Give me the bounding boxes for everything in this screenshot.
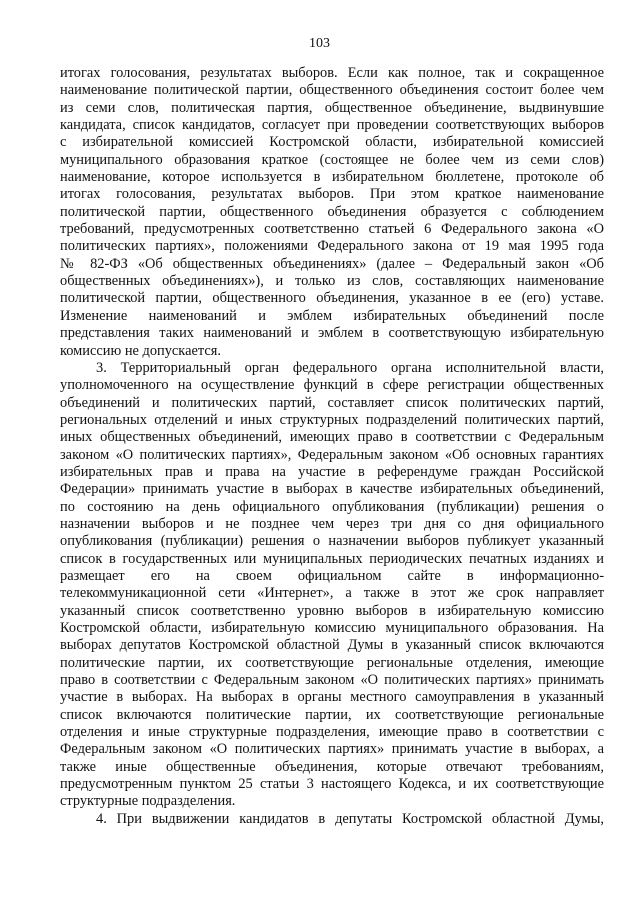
text-line: структурные подразделения. [60, 793, 236, 810]
text-line: размещает его на своем официальном сайте в информационно- [60, 567, 604, 584]
text-line: политические партии, их соответствующие региональные отделения, имеющие [60, 654, 604, 671]
text-line: муниципального образования краткое (состоящее не более чем из семи слов) [60, 151, 604, 168]
text-line: объединений и политических партий, составляет список политических партий, [60, 394, 604, 411]
text-line: участие в выборах. На выборах в органы местного самоуправления в указанный [60, 689, 604, 706]
text-line: уполномоченного на осуществление функций в сфере регистрации общественных [60, 377, 604, 394]
text-line: представления таких наименований и эмблем в соответствующую избирательную [60, 325, 604, 342]
text-line: с избирательной комиссией Костромской области, избирательной комиссией [60, 134, 604, 151]
text-line: Изменение наименований и эмблем избирательных объединений после [60, 307, 604, 324]
text-line: из семи слов, политическая партия, общественное объединение, выдвинувшие [60, 99, 604, 116]
text-line: иных общественных объединений, имеющих право в соответствии с Федеральным [60, 429, 604, 446]
text-line: региональных отделений и иных структурных подразделений политических партий, [60, 411, 604, 428]
text-line: указанный список соответственно уровню выборов в избирательную комиссию [60, 602, 604, 619]
text-line: 4. При выдвижении кандидатов в депутаты Костромской областной Думы, [96, 810, 604, 827]
text-line: итогах голосования, результатах выборов. Если как полное, так и сокращенное [60, 65, 604, 81]
text-line: наименование политической партии, общественного объединения состоит более чем [60, 82, 604, 99]
text-line: комиссию не допускается. [60, 342, 221, 359]
text-line: требований, предусмотренных соответственно статьей 6 Федерального закона «О [60, 221, 604, 238]
document-body [60, 65, 604, 828]
text-line: по состоянию на день официального опубликования (публикации) решения о [60, 498, 604, 515]
text-line: телекоммуникационной сети «Интернет», а также в этот же срок направляет [60, 585, 604, 602]
text-line: законом «О политических партиях», Федеральным законом «Об основных гарантиях [60, 446, 604, 463]
text-line: политической партии, общественного объединения образуется с соблюдением [60, 203, 604, 220]
text-line: право в соответствии с Федеральным законом «О политических партиях» принимать [60, 672, 604, 689]
page-number: 103 [309, 36, 330, 51]
text-line: список включаются политические партии, их соответствующие региональные [60, 706, 604, 723]
text-line: политических партиях», положениями Федерального закона от 19 мая 1995 года [60, 238, 604, 255]
text-line: итогах голосования, результатах выборов. При этом краткое наименование [60, 186, 604, 203]
text-line: также иные общественные объединения, которые отвечают требованиям, [60, 758, 604, 775]
text-line: Костромской области, избирательную комиссию муниципального образования. На [60, 620, 604, 636]
text-line: № 82-ФЗ «Об общественных объединениях» (далее – Федеральный закон «Об [60, 255, 604, 272]
text-line: общественных объединениях»), и только из слов, составляющих наименование [60, 273, 604, 290]
text-line: отделения и иные структурные подразделения, имеющие право в соответствии с [60, 724, 604, 741]
text-line: список в государственных или муниципальных периодических печатных изданиях и [60, 550, 604, 567]
text-line: наименование, которое используется в избирательном бюллетене, протоколе об [60, 169, 604, 186]
text-line: выборах депутатов Костромской областной Думы в указанный список включаются [60, 637, 604, 654]
text-line: политической партии, общественного объединения, указанное в ее (его) уставе. [60, 290, 604, 307]
text-line: назначении выборов и не позднее чем через три дня со дня официального [60, 515, 604, 532]
text-line: Федеральным законом «О политических партиях» принимать участие в выборах, а [60, 741, 604, 758]
text-line: кандидата, список кандидатов, согласует при проведении соответствующих выборов [60, 117, 604, 134]
text-line: избирательных прав и права на участие в референдуме граждан Российской [60, 463, 604, 480]
text-line: опубликования (публикации) решения о назначении выборов публикует указанный [60, 533, 604, 550]
text-line: Федерации» принимать участие в выборах в качестве избирательных объединений, [60, 481, 604, 498]
text-line: предусмотренным пунктом 25 статьи 3 настоящего Кодекса, и их соответствующие [60, 776, 604, 793]
text-line: 3. Территориальный орган федерального органа исполнительной власти, [96, 359, 604, 376]
